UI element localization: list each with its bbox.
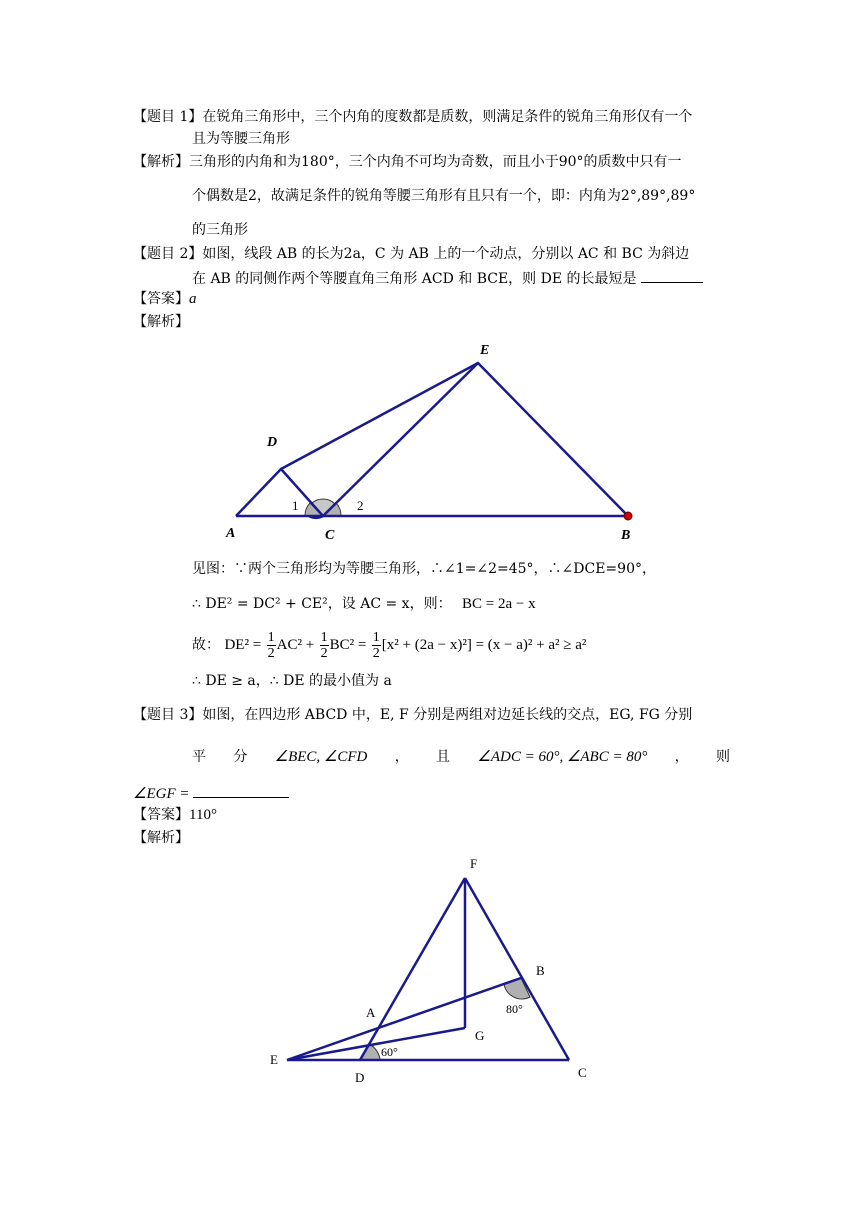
analysis-1-text-2: 个偶数是2，故满足条件的锐角等腰三角形有且只有一个，即：内角为2°,89°,89° bbox=[192, 188, 696, 204]
problem-2-text-2: 在 AB 的同侧作两个等腰直角三角形 ACD 和 BCE，则 DE 的长最短是 bbox=[192, 271, 637, 287]
problem-3-word-2: 分 bbox=[233, 749, 248, 765]
analysis-1-text-3: 的三角形 bbox=[192, 222, 248, 238]
problem-2-text-1: 如图，线段 AB 的长为2a，C 为 AB 上的一个动点，分别以 AC 和 BC 为斜边 bbox=[202, 246, 690, 262]
segment-fd bbox=[360, 878, 465, 1060]
solution-2-text-3-prefix: 故： bbox=[192, 637, 220, 653]
segment-eb bbox=[287, 978, 521, 1060]
label-f: F bbox=[470, 856, 478, 871]
label-e: E bbox=[480, 343, 490, 358]
half-fraction-3: $\frac{1}{2}$ bbox=[372, 629, 380, 661]
problem-3-word-3: ∠BEC, ∠CFD bbox=[274, 749, 368, 765]
label-a-3: A bbox=[366, 1005, 376, 1020]
problem-3-text-1: 如图，在四边形 ABCD 中，E, F 分别是两组对边延长线的交点，EG, FG 分别 bbox=[202, 707, 693, 723]
solution-2-text-4: ∴ DE ≥ a，∴ DE 的最小值为 a bbox=[192, 673, 392, 689]
label-d: D bbox=[267, 435, 278, 450]
solution-2-tag: 【解析】 bbox=[133, 314, 189, 330]
answer-2-value: a bbox=[189, 291, 197, 307]
solution-2-text-1: 见图：∵两个三角形均为等腰三角形，∴∠1=∠2=45°，∴∠DCE=90°， bbox=[192, 561, 656, 577]
analysis-1-text-1: 三角形的内角和为180°，三个内角不可均为奇数，而且小于90°的质数中只有一 bbox=[189, 154, 682, 170]
label-c: C bbox=[325, 528, 335, 543]
problem-3-tag: 【题目 3】 bbox=[133, 707, 203, 723]
problem-3-word-6: ∠ADC = 60°, ∠ABC = 80° bbox=[477, 749, 648, 765]
problem-2-tag: 【题目 2】 bbox=[133, 246, 203, 262]
analysis-1-tag: 【解析】 bbox=[133, 154, 189, 170]
label-a: A bbox=[226, 526, 236, 541]
solution-2-text-3-lhs: DE² = bbox=[224, 637, 262, 653]
problem-3-word-8: 则 bbox=[716, 749, 730, 765]
problem-1-tag: 【题目 1】 bbox=[133, 109, 203, 125]
label-d-3: D bbox=[355, 1070, 365, 1085]
answer-2-tag: 【答案】 bbox=[133, 291, 189, 307]
answer-3-tag: 【答案】 bbox=[133, 807, 189, 823]
solution-3-tag: 【解析】 bbox=[133, 830, 189, 846]
label-b-3: B bbox=[536, 963, 545, 978]
label-c-3: C bbox=[578, 1065, 587, 1080]
angle-b-marker bbox=[504, 978, 530, 999]
half-fraction-2: $\frac{1}{2}$ bbox=[320, 629, 328, 661]
problem-3-text-3: ∠EGF = bbox=[133, 786, 190, 802]
problem-3-word-1: 平 bbox=[192, 749, 206, 765]
problem-3-word-4: ， bbox=[394, 749, 409, 765]
solution-2-text-3-t3: [x² + (2a − x)²] = (x − a)² + a² ≥ a² bbox=[381, 637, 587, 653]
label-angle-b: 80° bbox=[506, 1002, 523, 1016]
answer-3-value: 110° bbox=[189, 807, 217, 823]
label-e-3: E bbox=[270, 1052, 278, 1067]
solution-2-text-3-t2: BC² = bbox=[329, 637, 367, 653]
half-fraction-1: $\frac{1}{2}$ bbox=[267, 629, 275, 661]
solution-2-text-2b: BC = 2a − x bbox=[462, 596, 536, 612]
label-angle-1: 1 bbox=[292, 498, 299, 513]
solution-2-text-3-t1: AC² + bbox=[276, 637, 315, 653]
problem-3-word-5: 且 bbox=[436, 749, 451, 765]
label-angle-2: 2 bbox=[357, 498, 364, 513]
solution-2-text-2a: ∴ DE² = DC² + CE²，设 AC = x，则： bbox=[192, 596, 452, 612]
label-g: G bbox=[475, 1028, 485, 1043]
problem-1-text-1: 在锐角三角形中，三个内角的度数都是质数，则满足条件的锐角三角形仅有一个 bbox=[202, 109, 693, 125]
label-angle-d: 60° bbox=[381, 1045, 398, 1059]
problem-3-word-7: ， bbox=[674, 749, 689, 765]
label-b: B bbox=[621, 528, 631, 543]
problem-1-text-2: 且为等腰三角形 bbox=[192, 131, 290, 147]
